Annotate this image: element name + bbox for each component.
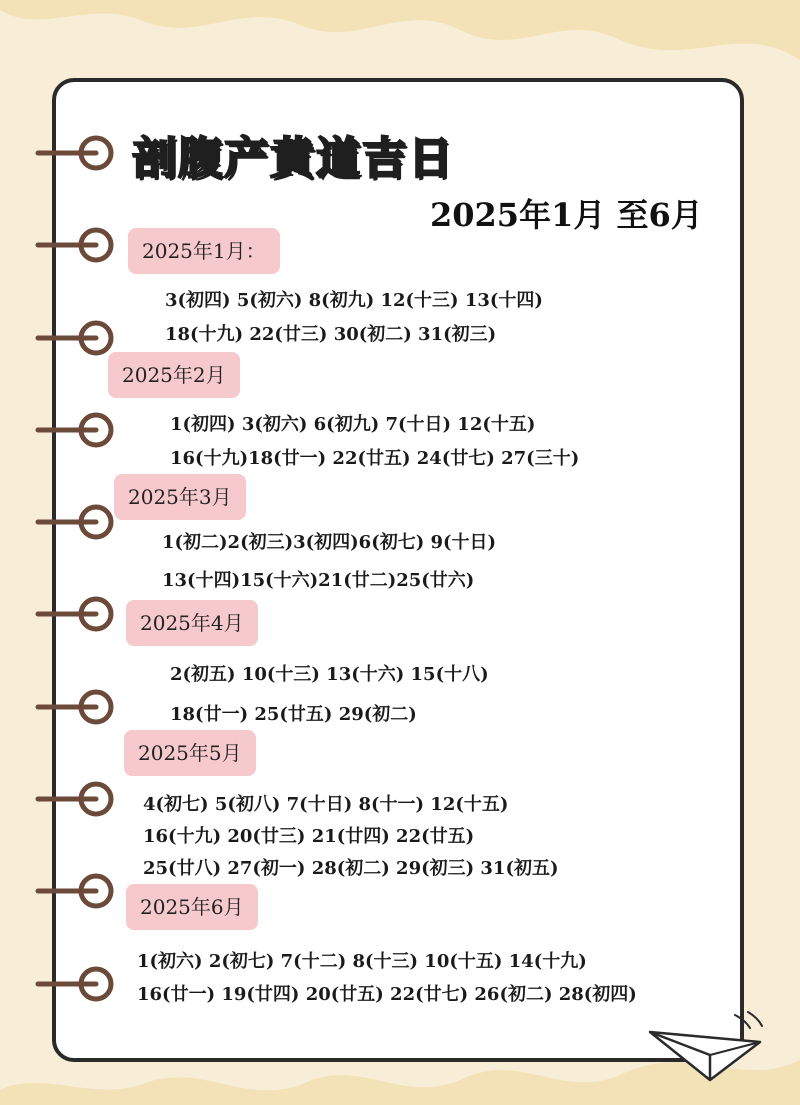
month-dates-line: 18(廿一) 25(廿五) 29(初二) xyxy=(170,704,417,725)
month-label-feb: 2025年2月 xyxy=(108,352,240,398)
month-label-jan: 2025年1月： xyxy=(128,228,280,274)
ring-icon xyxy=(38,415,111,445)
month-label-may: 2025年5月 xyxy=(124,730,256,776)
month-dates-line: 2(初五) 10(十三) 13(十六) 15(十八) xyxy=(170,664,489,685)
month-dates-line: 16(廿一) 19(廿四) 20(廿五) 22(廿七) 26(初二) 28(初四) xyxy=(137,984,637,1005)
month-dates-line: 1(初四) 3(初六) 6(初九) 7(十日) 12(十五) xyxy=(170,414,536,435)
month-dates-line: 3(初四) 5(初六) 8(初九) 12(十三) 13(十四) xyxy=(165,290,543,311)
month-dates-line: 13(十四)15(十六)21(廿二)25(廿六) xyxy=(162,570,475,591)
ring-icon xyxy=(38,599,111,629)
month-dates-line: 16(十九)18(廿一) 22(廿五) 24(廿七) 27(三十) xyxy=(170,448,580,469)
ring-icon xyxy=(38,876,111,906)
ring-icon xyxy=(38,230,111,260)
month-label-mar: 2025年3月 xyxy=(114,474,246,520)
paper-plane-icon xyxy=(640,1010,770,1090)
ring-icon xyxy=(38,784,111,814)
page-title: 剖腹产黄道吉日 xyxy=(132,133,454,184)
ring-icon xyxy=(38,323,111,353)
ring-icon xyxy=(38,969,111,999)
month-dates-line: 1(初二)2(初三)3(初四)6(初七) 9(十日) xyxy=(162,532,497,553)
month-dates-line: 4(初七) 5(初八) 7(十日) 8(十一) 12(十五) xyxy=(143,794,509,815)
month-dates-line: 25(廿八) 27(初一) 28(初二) 29(初三) 31(初五) xyxy=(143,858,559,879)
month-dates-line: 1(初六) 2(初七) 7(十二) 8(十三) 10(十五) 14(十九) xyxy=(137,951,587,972)
ring-icon xyxy=(38,138,111,168)
month-dates-line: 18(十九) 22(廿三) 30(初二) 31(初三) xyxy=(165,324,497,345)
date-range-subtitle: 2025年1月 至6月 xyxy=(430,196,703,234)
binder-rings xyxy=(0,0,140,1105)
month-label-apr: 2025年4月 xyxy=(126,600,258,646)
ring-icon xyxy=(38,692,111,722)
month-dates-line: 16(十九) 20(廿三) 21(廿四) 22(廿五) xyxy=(143,826,475,847)
month-label-jun: 2025年6月 xyxy=(126,884,258,930)
ring-icon xyxy=(38,507,111,537)
